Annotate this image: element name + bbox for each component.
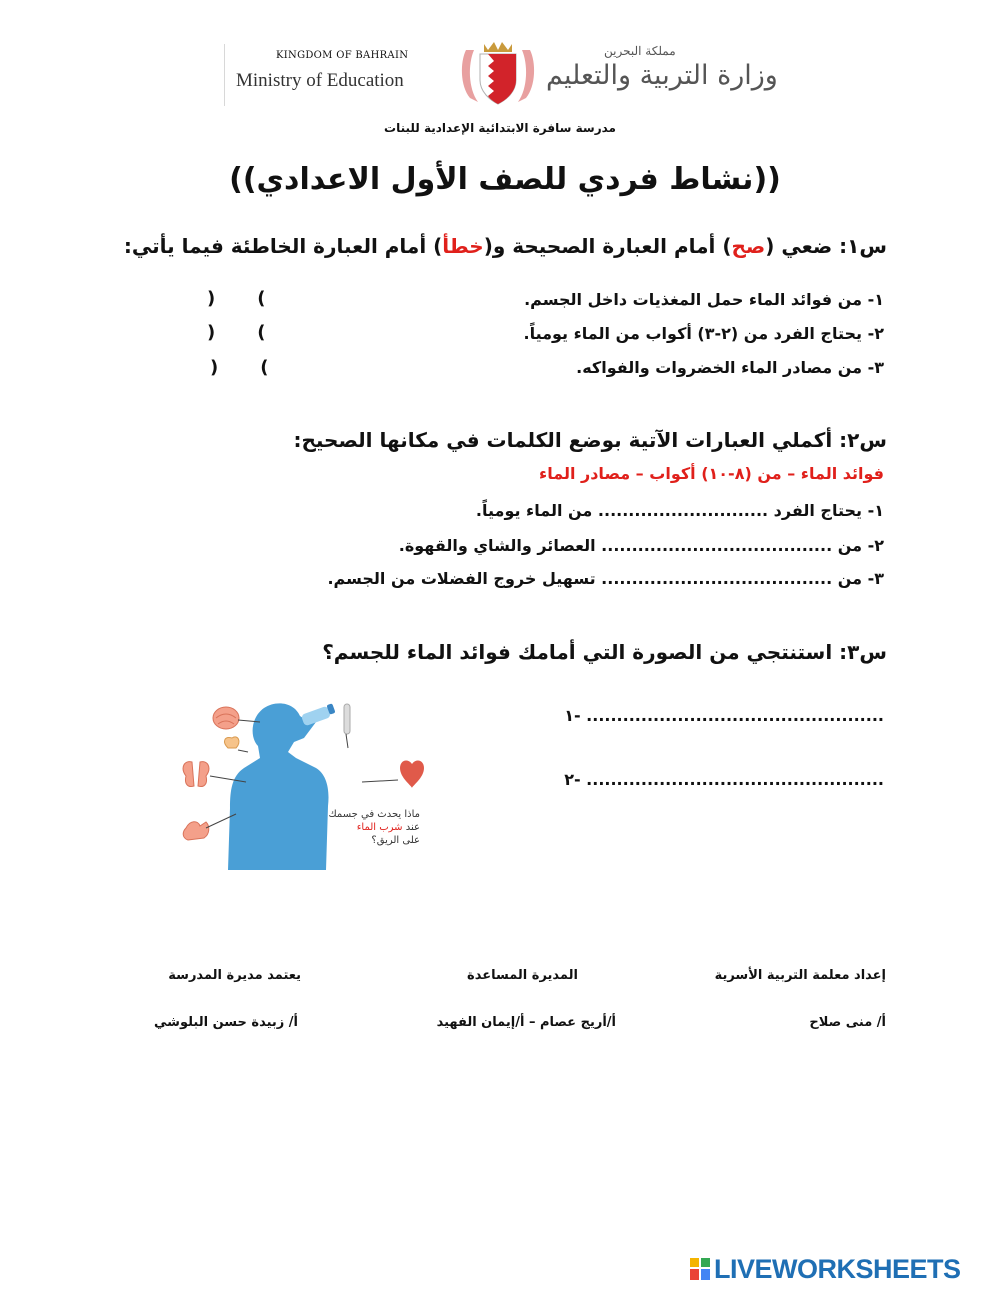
footer-approval-label: يعتمد مديرة المدرسة — [168, 968, 301, 983]
school-name: مدرسة سافرة الابتدائية الإعدادية للبنات — [384, 121, 616, 135]
ministry-en: Ministry of Education — [236, 70, 404, 91]
q3-answer-1[interactable]: ١- ................................................. — [564, 706, 884, 725]
q3-answer-2[interactable]: ٢- ................................................. — [564, 770, 884, 789]
q2-item-1[interactable]: ١- يحتاج الفرد ............................ من الماء يومياً. — [475, 501, 884, 520]
q2-item-3[interactable]: ٣- من ...................................... تسهيل خروج الفضلات من الجسم. — [327, 569, 884, 588]
q2-title: س٢: أكملي العبارات الآتية بوضع الكلمات في مكانها الصحيح: — [293, 428, 887, 452]
liveworksheets-text: LIVEWORKSHEETS — [714, 1253, 961, 1284]
q1-answer-box-3[interactable]: ) ( — [210, 357, 269, 378]
q1-false-word: خطأ — [442, 234, 484, 258]
ministry-ar: وزارة التربية والتعليم — [546, 60, 778, 91]
footer-principal-name: أ/ زبيدة حسن البلوشي — [154, 1015, 298, 1030]
header-divider — [224, 44, 225, 106]
q2-word-bank: فوائد الماء – من (٨-١٠) أكواب – مصادر الماء — [539, 464, 884, 483]
q1-item-2: ٢- يحتاج الفرد من (٢-٣) أكواب من الماء يومياً. — [523, 324, 884, 343]
q1-item-1: ١- من فوائد الماء حمل المغذيات داخل الجسم. — [524, 290, 884, 309]
q1-answer-box-1[interactable]: ) ( — [207, 288, 266, 309]
q2-item-2[interactable]: ٢- من ...................................... العصائر والشاي والقهوة. — [398, 536, 884, 555]
q3-title: س٣: استنتجي من الصورة التي أمامك فوائد الماء للجسم؟ — [322, 640, 887, 664]
q1-prefix: س١: ضعي ( — [765, 234, 887, 258]
kingdom-en: KINGDOM OF BAHRAIN — [276, 50, 409, 61]
kingdom-ar: مملكة البحرين — [604, 44, 676, 58]
caption-line-3: على الريق؟ — [371, 835, 420, 846]
q1-middle: ) أمام العبارة الصحيحة و( — [483, 234, 732, 258]
liveworksheets-icon — [690, 1258, 710, 1280]
q1-suffix: ) أمام العبارة الخاطئة فيما يأتي: — [123, 234, 443, 258]
caption-line-2-prefix: عند — [402, 822, 420, 833]
bahrain-emblem-icon — [458, 40, 538, 108]
footer-assistant-names: أ/أريج عصام – أ/إيمان الفهيد — [436, 1015, 616, 1030]
q1-item-3: ٣- من مصادر الماء الخضروات والفواكه. — [576, 358, 884, 377]
footer-assistant-label: المديرة المساعدة — [467, 968, 578, 983]
caption-line-1: ماذا يحدث في جسمك — [328, 809, 420, 820]
liveworksheets-logo[interactable] — [690, 1254, 961, 1284]
caption-highlight: شرب الماء — [356, 822, 403, 833]
q1-true-word: صح — [731, 234, 766, 258]
footer-prepared-name: أ/ منى صلاح — [809, 1015, 886, 1030]
q1-title — [124, 234, 887, 258]
footer-prepared-label: إعداد معلمة التربية الأسرية — [714, 968, 886, 983]
illustration-caption — [330, 808, 420, 847]
q1-answer-box-2[interactable]: ) ( — [207, 322, 266, 343]
page-title: ((نشاط فردي للصف الأول الاعدادي)) — [229, 162, 781, 197]
